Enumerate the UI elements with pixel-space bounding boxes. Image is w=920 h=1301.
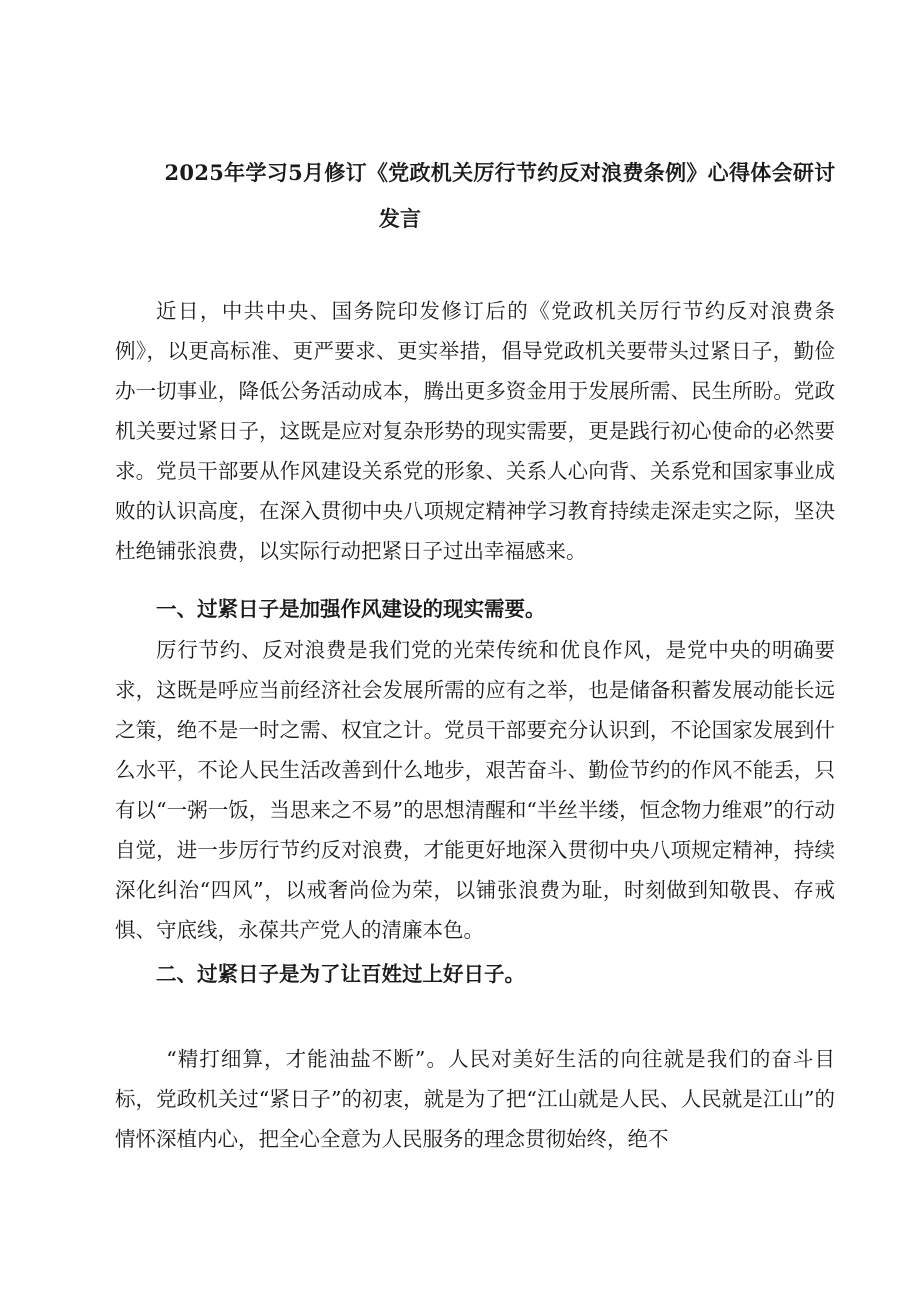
paragraph-section-2 (115, 1039, 835, 1159)
paragraph-section-2-text: “精打细算，才能油盐不断”。人民对美好生活的向往就是我们的奋斗目标，党政机关过“紧日子”的初衷，就是为了把“江山就是人民、人民就是江山”的情怀深植内心，把全心全意为人民服务的理念贯彻始终，绝不 (115, 1047, 835, 1151)
section-heading-1-text: 一、过紧日子是加强作风建设的现实需要。 (156, 597, 546, 621)
section-heading-1 (115, 589, 835, 629)
paragraph-intro-text: 近日，中共中央、国务院印发修订后的《党政机关厉行节约反对浪费条例》，以更高标准、更严要求、更实举措，倡导党政机关要带头过紧日子，勤俭办一切事业，降低公务活动成本，腾出更多资金用于发展所需、民生所盼。党政机关要过紧日子，这既是应对复杂形势的现实需要，更是践行初心使命的必然要求。党员干部要从作风建设关系党的形象、关系人心向背、关系党和国家事业成败的认识高度，在深入贯彻中央八项规定精神学习教育持续走深走实之际，坚决杜绝铺张浪费，以实际行动把紧日子过出幸福感来。 (115, 299, 835, 563)
document-title-line-2: 发言 (378, 206, 422, 231)
paragraph-intro (115, 291, 835, 571)
paragraph-section-1-text: 厉行节约、反对浪费是我们党的光荣传统和优良作风，是党中央的明确要求，这既是呼应当前经济社会发展所需的应有之举，也是储备积蓄发展动能长远之策，绝不是一时之需、权宜之计。党员干部要充分认识到，不论国家发展到什么水平，不论人民生活改善到什么地步，艰苦奋斗、勤俭节约的作风不能丢，只有以“一粥一饭，当思来之不易”的思想清醒和“半丝半缕，恒念物力维艰”的行动自觉，进一步厉行节约反对浪费，才能更好地深入贯彻中央八项规定精神，持续深化纠治“四风”，以戒奢尚俭为荣，以铺张浪费为耻，时刻做到知敬畏、存戒惧、守底线，永葆共产党人的清廉本色。 (115, 638, 835, 942)
document-title-line-1: 2025年学习5月修订《党政机关厉行节约反对浪费条例》心得体会研讨 (164, 160, 836, 185)
section-heading-2-text: 二、过紧日子是为了让百姓过上好日子。 (156, 962, 525, 986)
paragraph-section-1 (115, 630, 835, 950)
section-heading-2 (115, 954, 835, 994)
